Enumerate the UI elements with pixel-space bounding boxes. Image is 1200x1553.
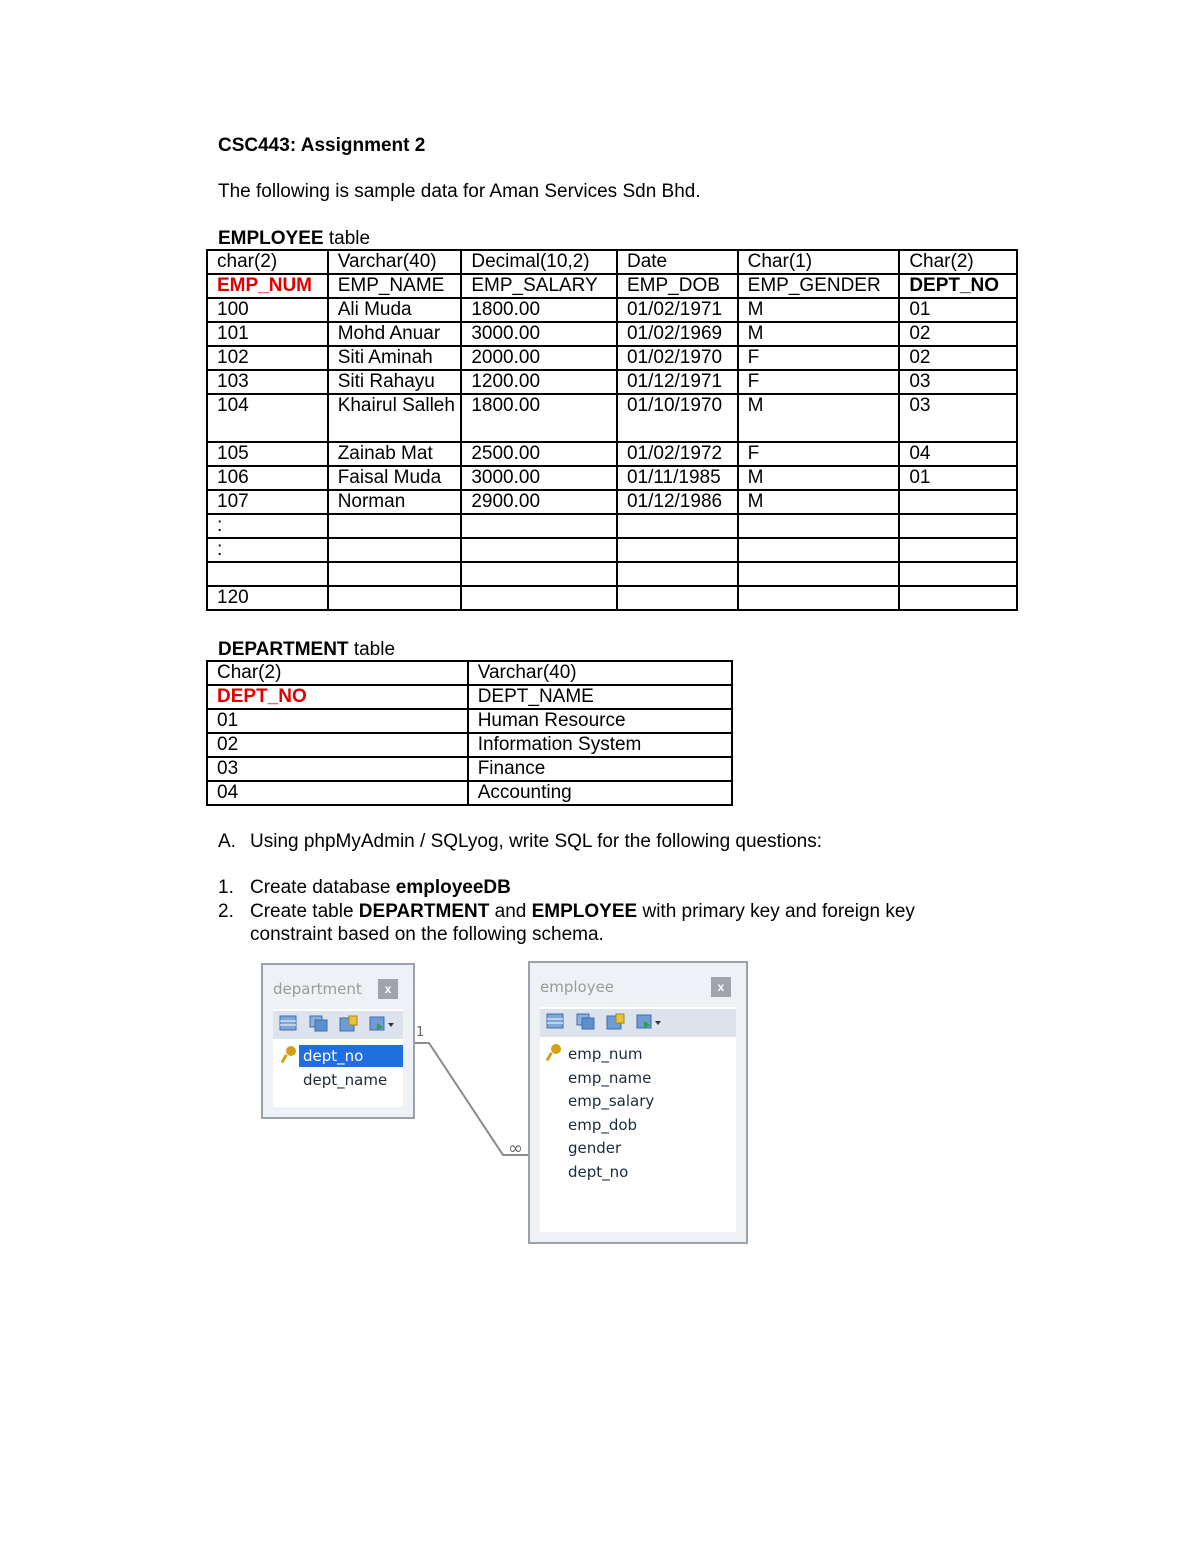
table-cell: Human Resource — [468, 709, 732, 733]
table-cell: M — [738, 490, 900, 514]
table-cell: 03 — [899, 370, 1017, 394]
table-cell: 3000.00 — [461, 322, 617, 346]
type-cell: Varchar(40) — [468, 661, 732, 685]
table-cell: 01/02/1972 — [617, 442, 738, 466]
column-header: EMP_SALARY — [461, 274, 617, 298]
table-cell: 107 — [207, 490, 328, 514]
table-cell: M — [738, 394, 900, 442]
department-box-title: department — [273, 980, 362, 998]
box-toolbar — [540, 1009, 736, 1037]
table-cell: 03 — [899, 394, 1017, 442]
table-cell: M — [738, 298, 900, 322]
page-title: CSC443: Assignment 2 — [218, 135, 426, 156]
question-2: Create table DEPARTMENT and EMPLOYEE with primary key and foreign key — [250, 901, 915, 922]
employee-field[interactable]: emp_dob — [568, 1116, 638, 1134]
column-header: DEPT_NAME — [468, 685, 732, 709]
table-cell: Information System — [468, 733, 732, 757]
primary-key-header: EMP_NUM — [207, 274, 328, 298]
table-cell: 02 — [899, 322, 1017, 346]
table-cell: Zainab Mat — [328, 442, 462, 466]
type-cell: Char(2) — [207, 661, 468, 685]
table-cell: 102 — [207, 346, 328, 370]
table-cell: F — [738, 370, 900, 394]
employee-field[interactable]: emp_num — [568, 1045, 643, 1063]
table-cell: 01/02/1970 — [617, 346, 738, 370]
copy-table-icon[interactable] — [309, 1015, 329, 1033]
type-cell: Char(1) — [738, 250, 900, 274]
close-icon[interactable]: x — [711, 977, 731, 997]
table-cell: 04 — [899, 442, 1017, 466]
relation-many-label: ∞ — [508, 1138, 523, 1159]
department-table-caption: DEPARTMENT table — [218, 639, 396, 660]
employee-field[interactable]: gender — [568, 1139, 622, 1157]
department-field[interactable]: dept_no — [299, 1045, 403, 1067]
table-cell: 01/02/1969 — [617, 322, 738, 346]
table-cell: 1800.00 — [461, 298, 617, 322]
table-cell: 01/12/1986 — [617, 490, 738, 514]
employee-field[interactable]: emp_salary — [568, 1092, 655, 1110]
table-cell: Faisal Muda — [328, 466, 462, 490]
table-cell: Norman — [328, 490, 462, 514]
department-box-header — [263, 965, 413, 1009]
table-grid-icon[interactable] — [546, 1013, 566, 1031]
relation-one-label: 1 — [416, 1025, 425, 1040]
employee-schema-box[interactable] — [528, 961, 748, 1244]
table-cell: 01/10/1970 — [617, 394, 738, 442]
close-icon[interactable]: x — [378, 979, 398, 999]
table-cell: M — [738, 466, 900, 490]
table-cell: Ali Muda — [328, 298, 462, 322]
table-cell: Mohd Anuar — [328, 322, 462, 346]
table-cell: 2000.00 — [461, 346, 617, 370]
intro-text: The following is sample data for Aman Services Sdn Bhd. — [218, 181, 701, 202]
employee-field[interactable]: dept_no — [568, 1163, 629, 1181]
department-field[interactable]: dept_name — [303, 1071, 388, 1089]
question-1-number: 1. — [218, 877, 234, 898]
table-cell: 100 — [207, 298, 328, 322]
table-cell: 01/11/1985 — [617, 466, 738, 490]
table-cell: Finance — [468, 757, 732, 781]
copy-table-icon[interactable] — [576, 1013, 596, 1031]
column-header: EMP_GENDER — [738, 274, 900, 298]
table-cell: 104 — [207, 394, 328, 442]
table-cell: 01 — [899, 298, 1017, 322]
table-cell: 1200.00 — [461, 370, 617, 394]
table-cell: 01/02/1971 — [617, 298, 738, 322]
table-cell: 120 — [207, 586, 328, 610]
table-cell: 106 — [207, 466, 328, 490]
type-cell: char(2) — [207, 250, 328, 274]
table-cell: : — [207, 538, 328, 562]
primary-key-icon — [281, 1045, 297, 1063]
table-cell: 01 — [899, 466, 1017, 490]
type-cell: Decimal(10,2) — [461, 250, 617, 274]
table-cell: Accounting — [468, 781, 732, 805]
table-cell: 01 — [207, 709, 468, 733]
table-cell: 04 — [207, 781, 468, 805]
type-cell: Varchar(40) — [328, 250, 462, 274]
section-a-text: Using phpMyAdmin / SQLyog, write SQL for the following questions: — [250, 831, 823, 852]
table-cell: 2500.00 — [461, 442, 617, 466]
table-cell: F — [738, 346, 900, 370]
department-box-body — [273, 1009, 403, 1107]
column-header: EMP_DOB — [617, 274, 738, 298]
column-header: EMP_NAME — [328, 274, 462, 298]
table-cell: 103 — [207, 370, 328, 394]
table-cell: F — [738, 442, 900, 466]
table-cell: Siti Rahayu — [328, 370, 462, 394]
table-cell: 01/12/1971 — [617, 370, 738, 394]
export-dropdown-icon[interactable] — [636, 1013, 662, 1031]
type-cell: Date — [617, 250, 738, 274]
employee-field[interactable]: emp_name — [568, 1069, 652, 1087]
table-cell: 03 — [207, 757, 468, 781]
table-cell: 3000.00 — [461, 466, 617, 490]
table-cell: Khairul Salleh — [328, 394, 462, 442]
table-cell: : — [207, 514, 328, 538]
table-cell: 105 — [207, 442, 328, 466]
question-2-number: 2. — [218, 901, 234, 922]
edit-table-icon[interactable] — [606, 1013, 626, 1031]
table-grid-icon[interactable] — [279, 1015, 299, 1033]
edit-table-icon[interactable] — [339, 1015, 359, 1033]
employee-box-title: employee — [540, 978, 615, 996]
table-cell: 101 — [207, 322, 328, 346]
question-1: Create database employeeDB — [250, 877, 511, 898]
question-2-continued: constraint based on the following schema. — [250, 924, 604, 945]
table-cell: 1800.00 — [461, 394, 617, 442]
foreign-key-header: DEPT_NO — [899, 274, 1017, 298]
table-cell: 02 — [899, 346, 1017, 370]
export-dropdown-icon[interactable] — [369, 1015, 395, 1033]
table-cell: M — [738, 322, 900, 346]
box-toolbar — [273, 1011, 403, 1039]
employee-box-body — [540, 1007, 736, 1232]
type-cell: Char(2) — [899, 250, 1017, 274]
section-a-marker: A. — [218, 831, 236, 852]
table-cell: 2900.00 — [461, 490, 617, 514]
table-cell: Siti Aminah — [328, 346, 462, 370]
primary-key-header: DEPT_NO — [207, 685, 468, 709]
table-cell: 02 — [207, 733, 468, 757]
department-schema-box[interactable] — [261, 963, 415, 1119]
employee-box-header — [530, 963, 746, 1007]
primary-key-icon — [546, 1043, 562, 1061]
employee-table-caption: EMPLOYEE table — [218, 228, 371, 249]
